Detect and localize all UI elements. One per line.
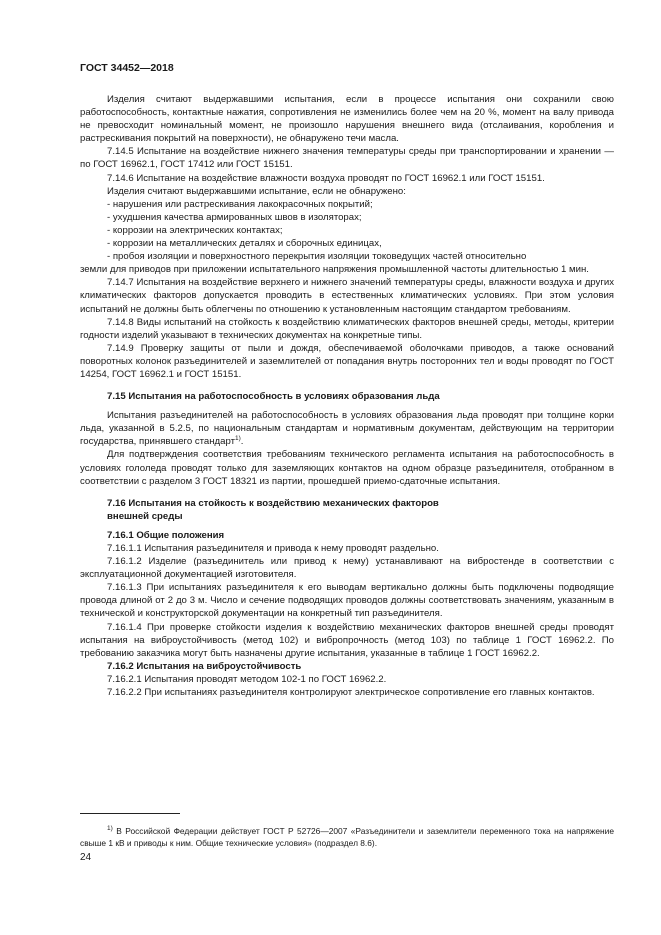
list-item: - ухудшения качества армированных швов в изоляторах; bbox=[107, 211, 362, 223]
subsection-heading-7-16-1: 7.16.1 Общие положения bbox=[107, 529, 225, 541]
paragraph: Изделия считают выдержавшими испытание, если не обнаружено: bbox=[107, 185, 406, 197]
footnote-divider bbox=[80, 813, 180, 814]
footnote bbox=[80, 826, 614, 849]
footnote-ref: 1) bbox=[234, 435, 241, 443]
list-item: - пробоя изоляции и поверхностного перекрытия изоляции токоведущих частей относительно bbox=[107, 251, 527, 263]
list-item: - коррозии на металлических деталях и сборочных единицах, bbox=[107, 238, 382, 250]
page-content bbox=[80, 93, 614, 699]
section-heading-7-15: 7.15 Испытания на работоспособность в условиях образования льда bbox=[107, 391, 440, 403]
paragraph-text: Испытания разъединителей на работоспособность в условиях образования льда проводят при толщине корки льда, указанной в 5.2.5, по национальным стандартам и нормативным документам, действующим на территории государства, принявшего стандарт bbox=[80, 410, 614, 448]
footnote-text: В Российской Федерации действует ГОСТ Р 52726—2007 «Разъединители и заземлители переменного тока на напряжение свыше 1 кВ и приводы к ним. Общие технические условия» (подраздел 8.6). bbox=[80, 826, 614, 848]
section-heading-7-16-cont: внешней среды bbox=[107, 510, 183, 522]
paragraph-7-14-5: 7.14.5 Испытание на воздействие нижнего значения температуры среды при транспортировании и хранении — по ГОСТ 16962.1, ГОСТ 17412 или ГОСТ 15151. bbox=[80, 146, 614, 171]
footnote-mark: 1) bbox=[107, 825, 113, 833]
list-item: - нарушения или растрескивания лакокрасочных покрытий; bbox=[107, 198, 373, 210]
paragraph-7-16-1-2: 7.16.1.2 Изделие (разъединитель или привод к нему) устанавливают на вибростенде в соответствии с эксплуатационной документацией изготовителя. bbox=[80, 556, 614, 581]
page-number: 24 bbox=[80, 852, 92, 863]
list-item-continuation: земли для приводов при приложении испытательного напряжения промышленной частоты длительностью 1 мин. bbox=[80, 264, 589, 276]
paragraph bbox=[80, 409, 614, 448]
document-header: ГОСТ 34452—2018 bbox=[80, 62, 174, 74]
paragraph-7-16-1-1: 7.16.1.1 Испытания разъединителя и привода к нему проводят раздельно. bbox=[107, 543, 439, 554]
paragraph-7-16-2-2: 7.16.2.2 При испытаниях разъединителя контролируют электрическое сопротивление его главных контактов. bbox=[107, 687, 595, 699]
paragraph: Для подтверждения соответствия требованиям технического регламента испытания на работоспособность в условиях гололеда проводят только для заземляющих контактов на одном образце разъединителя, отобранном в соответствии с разделом 3 ГОСТ 18321 из партии, прошедшей приемо-сдаточные испытания. bbox=[80, 449, 614, 487]
paragraph-7-14-6: 7.14.6 Испытание на воздействие влажности воздуха проводят по ГОСТ 16962.1 или ГОСТ 15151. bbox=[107, 172, 545, 184]
paragraph-7-16-2-1: 7.16.2.1 Испытания проводят методом 102-1 по ГОСТ 16962.2. bbox=[107, 673, 387, 685]
paragraph-7-16-1-3: 7.16.1.3 При испытаниях разъединителя к его выводам вертикально должны быть подключены подводящие провода длиной от 2 до 3 м. Число и сечение подводящих проводов должны соответствовать значениям, указанным в технической и конструкторской документации на конкретный тип разъединителя. bbox=[80, 582, 614, 620]
paragraph-end: . bbox=[240, 436, 244, 448]
paragraph-7-14-9: 7.14.9 Проверку защиты от пыли и дождя, обеспечиваемой оболочками приводов, а также оснований поворотных колонок разъединителей и заземлителей от попадания внутрь посторонних тел и воды проводят по ГОСТ 14254, ГОСТ 16962.1 и ГОСТ 15151. bbox=[80, 342, 614, 380]
paragraph-7-16-1-4: 7.16.1.4 При проверке стойкости изделия к воздействию механических факторов внешней среды проводят испытания на виброустойчивость (метод 102) и вибропрочность (метод 103) по таблице 1 ГОСТ 16962.2. По требованию заказчика могут быть назначены другие испытания, указанные в таблице 1 ГОСТ 16962.2. bbox=[80, 621, 614, 659]
paragraph-7-14-8: 7.14.8 Виды испытаний на стойкость к воздействию климатических факторов внешней среды, методы, критерии годности изделий указывают в технических документах на конкретные типы. bbox=[80, 316, 614, 341]
paragraph: Изделия считают выдержавшими испытания, если в процессе испытания они сохранили свою работоспособность, контактные нажатия, сопротивления не изменились более чем на 20 %, момент на валу привода не превосходит номинальный момент, не произошло нарушения внешнего вида (отслаивания, коробления и растрескивания покрытий на поверхности), не обнаружено течи масла. bbox=[80, 94, 614, 145]
paragraph-7-14-7: 7.14.7 Испытания на воздействие верхнего и нижнего значений температуры среды, влажности воздуха и других климатических факторов допускается проводить в естественных климатических условиях. При этом условия испытаний не должны быть облегчены по отношению к установленным настоящим стандартом требованиям. bbox=[80, 277, 614, 315]
section-heading-7-16: 7.16 Испытания на стойкость к воздействию механических факторов bbox=[107, 497, 439, 509]
subsection-heading-7-16-2: 7.16.2 Испытания на виброустойчивость bbox=[107, 660, 302, 672]
list-item: - коррозии на электрических контактах; bbox=[107, 224, 283, 236]
